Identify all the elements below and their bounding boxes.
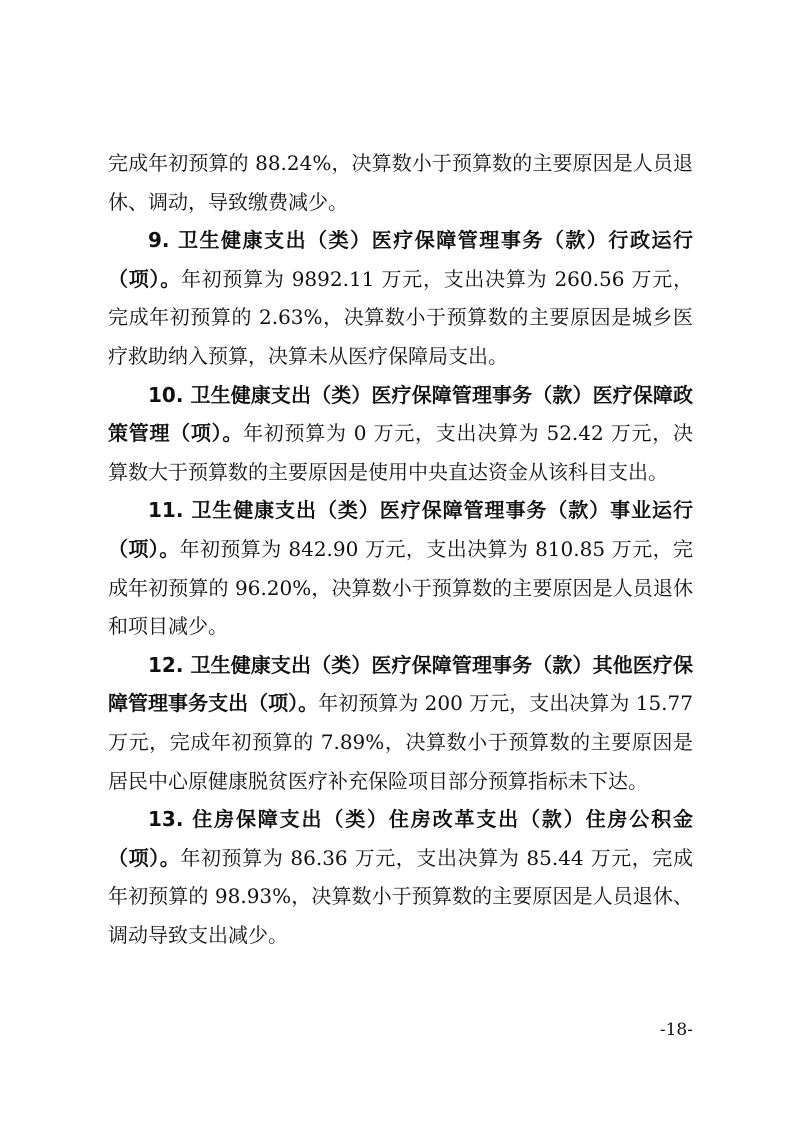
paragraph-item-12 [108,646,693,800]
paragraph-item-10 [108,376,693,492]
paragraph-body: 年初预算为 842.90 万元，支出决算为 810.85 万元，完成年初预算的 96.20%，决算数小于预算数的主要原因是人员退休和项目减少。 [108,536,694,639]
paragraph-body: 完成年初预算的 88.24%，决算数小于预算数的主要原因是人员退休、调动，导致缴费减少。 [108,151,693,214]
paragraph-heading: 11. 卫生健康支出（类）医疗保障管理事务（款）事业运行（项）。 [108,498,693,561]
paragraph-body: 年初预算为 9892.11 万元，支出决算为 260.56 万元，完成年初预算的 2.63%，决算数小于预算数的主要原因是城乡医疗救助纳入预算，决算未从医疗保障局支出。 [108,266,693,368]
paragraph-body: 年初预算为 0 万元，支出决算为 52.42 万元，决算数大于预算数的主要原因是使用中央直达资金从该科目支出。 [108,421,693,484]
document-body [108,144,693,954]
paragraph-item-9 [108,221,693,375]
paragraph-heading: 13. 住房保障支出（类）住房改革支出（款）住房公积金（项）。 [108,807,693,870]
paragraph-body: 年初预算为 86.36 万元，支出决算为 85.44 万元，完成年初预算的 98.93%，决算数小于预算数的主要原因是人员退休、调动导致支出减少。 [108,845,694,947]
paragraph-item-11 [108,491,693,645]
paragraph-body: 年初预算为 200 万元，支出决算为 15.77 万元，完成年初预算的 7.89%，决算数小于预算数的主要原因是居民中心原健康脱贫医疗补充保险项目部分预算指标未下达。 [108,691,693,793]
paragraph-heading: 9. 卫生健康支出（类）医疗保障管理事务（款）行政运行（项）。 [108,228,693,291]
paragraph-item-13 [108,800,693,954]
paragraph-continuation [108,144,693,221]
paragraph-heading: 12. 卫生健康支出（类）医疗保障管理事务（款）其他医疗保障管理事务支出（项）。 [108,652,693,716]
page-number: -18- [659,1020,693,1040]
paragraph-heading: 10. 卫生健康支出（类）医疗保障管理事务（款）医疗保障政策管理（项）。 [108,382,693,446]
